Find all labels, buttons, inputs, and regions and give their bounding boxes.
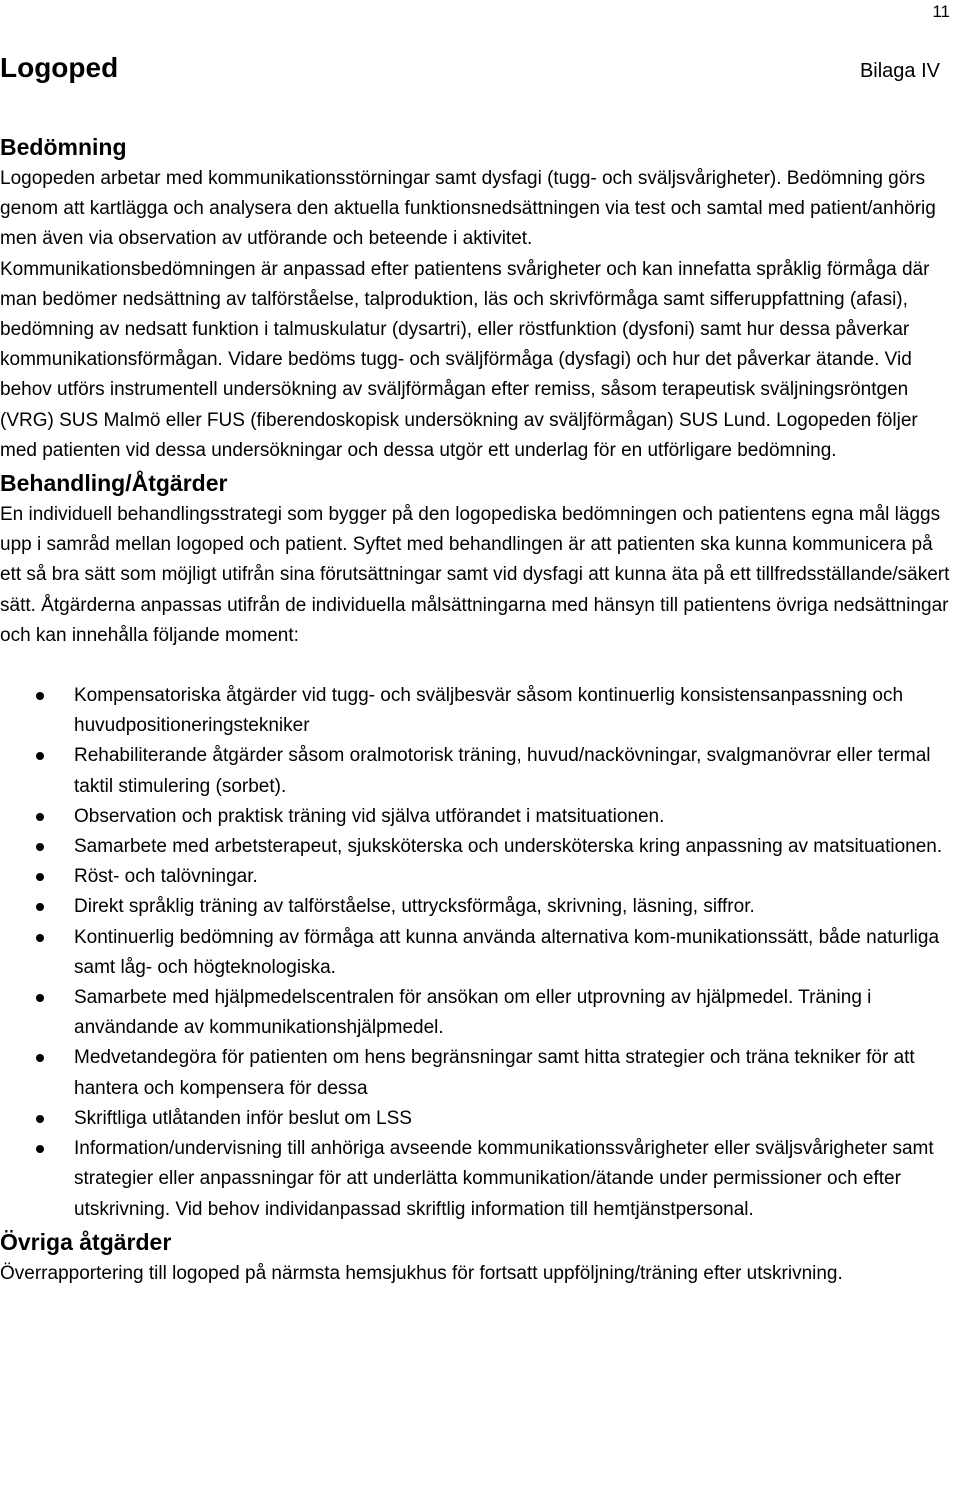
bullet-icon bbox=[36, 873, 44, 881]
other-heading: Övriga åtgärder bbox=[0, 1228, 172, 1255]
bullet-icon bbox=[36, 994, 44, 1002]
treatment-heading: Behandling/Åtgärder bbox=[0, 470, 228, 497]
document-header bbox=[0, 52, 940, 84]
list-item bbox=[0, 1134, 958, 1225]
spacer bbox=[0, 651, 958, 681]
bullet-icon bbox=[36, 752, 44, 760]
list-item bbox=[0, 802, 958, 832]
bullet-icon bbox=[36, 843, 44, 851]
document-body bbox=[0, 130, 958, 1289]
treatment-list bbox=[0, 681, 958, 1225]
list-item bbox=[0, 832, 958, 862]
list-item-text: Rehabiliterande åtgärder såsom oralmotorisk träning, huvud/nackövningar, svalgmanövrar eller termal taktil stimulering (sorbet). bbox=[74, 745, 931, 797]
list-item bbox=[0, 1043, 958, 1103]
list-item-text: Skriftliga utlåtanden inför beslut om LSS bbox=[74, 1107, 412, 1129]
assessment-section bbox=[0, 130, 958, 466]
list-item-text: Samarbete med hjälpmedelscentralen för ansökan om eller utprovning av hjälpmedel. Träning i användande av kommunikationshjälpmedel. bbox=[74, 987, 872, 1039]
list-item-text: Information/undervisning till anhöriga avseende kommunikationssvårigheter eller sväljsvårigheter samt strategier eller anpassningar för att underlätta kommunikation/ätande under permissioner och efter utskrivning. Vid behov individanpassad skriftlig information till hemtjänstpersonal. bbox=[74, 1138, 934, 1220]
list-item bbox=[0, 892, 958, 922]
assessment-heading: Bedömning bbox=[0, 134, 127, 160]
bullet-icon bbox=[36, 903, 44, 911]
bullet-icon bbox=[36, 813, 44, 821]
list-item bbox=[0, 923, 958, 983]
appendix-label: Bilaga IV bbox=[859, 60, 940, 82]
document-title: Logoped bbox=[0, 52, 119, 83]
list-item bbox=[0, 681, 958, 741]
treatment-section bbox=[0, 466, 958, 1225]
bullet-icon bbox=[36, 1115, 44, 1123]
bullet-icon bbox=[36, 1145, 44, 1153]
list-item bbox=[0, 983, 958, 1043]
other-section bbox=[0, 1225, 958, 1289]
list-item-text: Röst- och talövningar. bbox=[74, 866, 258, 888]
bullet-icon bbox=[36, 934, 44, 942]
list-item-text: Medvetandegöra för patienten om hens begränsningar samt hitta strategier och träna tekniker för att hantera och kompensera för dessa bbox=[74, 1047, 915, 1099]
list-item-text: Observation och praktisk träning vid själva utförandet i matsituationen. bbox=[74, 805, 665, 827]
list-item bbox=[0, 741, 958, 801]
list-item bbox=[0, 1104, 958, 1134]
assessment-paragraph-1: Logopeden arbetar med kommunikationsstörningar samt dysfagi (tugg- och sväljsvårigheter). Bedömning görs genom att kartlägga och analysera den aktuella funktionsnedsättningen via test och samtal med patient/anhörig men även via observation av utförande och beteende i aktivitet. bbox=[0, 168, 936, 250]
list-item bbox=[0, 862, 958, 892]
list-item-text: Direkt språklig träning av talförståelse, uttrycksförmåga, skrivning, läsning, siffror. bbox=[74, 896, 755, 918]
list-item-text: Kontinuerlig bedömning av förmåga att kunna använda alternativa kom-munikationssätt, både naturliga samt låg- och högteknologiska. bbox=[74, 926, 940, 978]
list-item-text: Kompensatoriska åtgärder vid tugg- och sväljbesvär såsom kontinuerlig konsistensanpassning och huvudpositioneringstekniker bbox=[74, 685, 904, 737]
bullet-icon bbox=[36, 692, 44, 700]
page-number: 11 bbox=[932, 2, 950, 21]
list-item-text: Samarbete med arbetsterapeut, sjuksköterska och undersköterska kring anpassning av matsituationen. bbox=[74, 836, 943, 858]
other-paragraph: Överrapportering till logoped på närmsta hemsjukhus för fortsatt uppföljning/träning efter utskrivning. bbox=[0, 1262, 843, 1284]
bullet-icon bbox=[36, 1054, 44, 1062]
treatment-paragraph: En individuell behandlingsstrategi som bygger på den logopediska bedömningen och patientens egna mål läggs upp i samråd mellan logoped och patient. Syftet med behandlingen är att patienten ska kunna kommunicera på ett så bra sätt som möjligt utifrån sina förutsättningar samt vid dysfagi att kunna äta på ett tillfredsställande/säkert sätt. Åtgärderna anpassas utifrån de individuella målsättningarna med hänsyn till patientens övriga nedsättningar och kan innehålla följande moment: bbox=[0, 504, 950, 646]
assessment-paragraph-2: Kommunikationsbedömningen är anpassad efter patientens svårigheter och kan innefatta språklig förmåga där man bedömer nedsättning av talförståelse, talproduktion, läs och skrivförmåga samt sifferuppfattning (afasi), bedömning av nedsatt funktion i talmuskulatur (dysartri), eller röstfunktion (dysfoni) samt hur dessa påverkar kommunikationsförmågan. Vidare bedöms tugg- och sväljförmåga (dysfagi) och hur det påverkar ätande. Vid behov utförs instrumentell undersökning av sväljförmågan efter remiss, såsom terapeutisk sväljningsröntgen (VRG) SUS Malmö eller FUS (fiberendoskopisk undersökning av sväljförmågan) SUS Lund. Logopeden följer med patienten vid dessa undersökningar och dessa utgör ett underlag för en utförligare bedömning. bbox=[0, 258, 930, 461]
